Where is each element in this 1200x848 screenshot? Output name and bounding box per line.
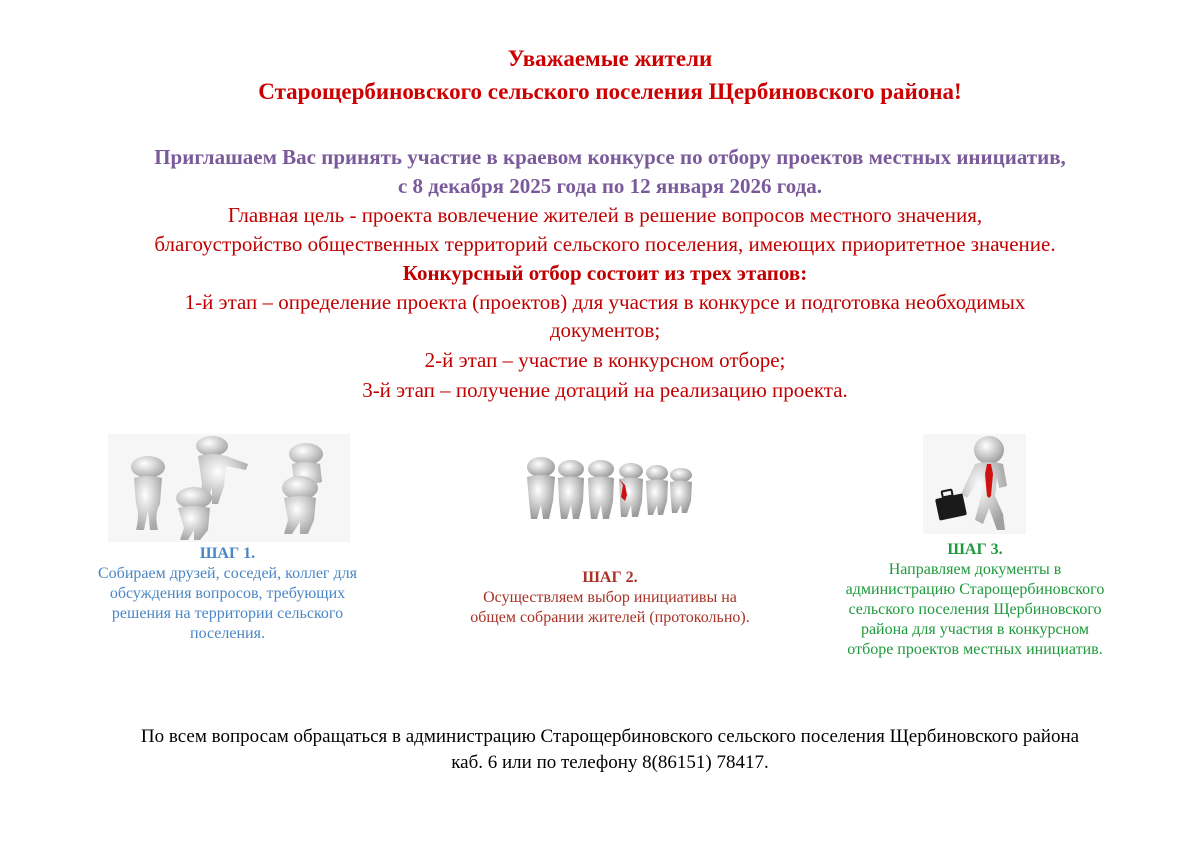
step-3-block [800,540,1150,660]
step-2-title: ШАГ 2. [582,569,638,586]
invitation-dates: с 8 декабря 2025 года по 12 января 2026 года. [397,174,823,198]
contact-line-2: каб. 6 или по телефону 8(86151) 78417. [451,752,769,773]
stage-2: 2-й этап – участие в конкурсном отборе; [424,348,786,372]
businessman-with-briefcase-icon [923,434,1026,534]
step-1-block [55,544,400,644]
step-1-line: обсуждения вопросов, требующих [109,585,346,602]
people-in-line-figures-icon [521,455,698,523]
step-2-block [425,568,795,628]
stage-3: 3-й этап – получение дотаций на реализацию проекта. [362,378,848,402]
title-line-2: Старощербиновского сельского поселения Щербиновского района! [258,79,962,104]
step-3-line: администрацию Старощербиновского [845,581,1105,598]
step-2-line: Осуществляем выбор инициативы на [483,589,737,606]
step-1-line: Собираем друзей, соседей, коллег для [98,565,357,582]
step-3-line: района для участия в конкурсном [860,621,1090,638]
goal-line-1: Главная цель - проекта вовлечение жителей в решение вопросов местного значения, [227,203,983,227]
step-3-line: сельского поселения Щербиновского [848,601,1102,618]
step-1-title: ШАГ 1. [199,545,256,562]
contact-line-1: По всем вопросам обращаться в администрацию Старощербиновского сельского поселения Щербиновского района [140,726,1080,747]
group-discussion-figures-icon [108,434,350,542]
goal-line-2: благоустройство общественных территорий сельского поселения, имеющих приоритетное значение. [154,232,1056,256]
step-3-line: Направляем документы в [888,561,1062,578]
step-1-line: поселения. [190,625,265,642]
step-1-line: решения на территории сельского [111,605,344,622]
invitation-line-1: Приглашаем Вас принять участие в краевом конкурсе по отбору проектов местных инициатив, [154,145,1066,169]
title-line-1: Уважаемые жители [507,46,713,71]
stages-heading: Конкурсный отбор состоит из трех этапов: [402,261,808,285]
stage-1-line-1: 1-й этап – определение проекта (проектов) для участия в конкурсе и подготовка необходимых [184,290,1026,314]
step-3-title: ШАГ 3. [947,541,1003,558]
stage-1-line-2: документов; [549,318,661,342]
step-2-line: общем собрании жителей (протокольно). [470,609,750,626]
step-3-line: отборе проектов местных инициатив. [847,641,1103,658]
